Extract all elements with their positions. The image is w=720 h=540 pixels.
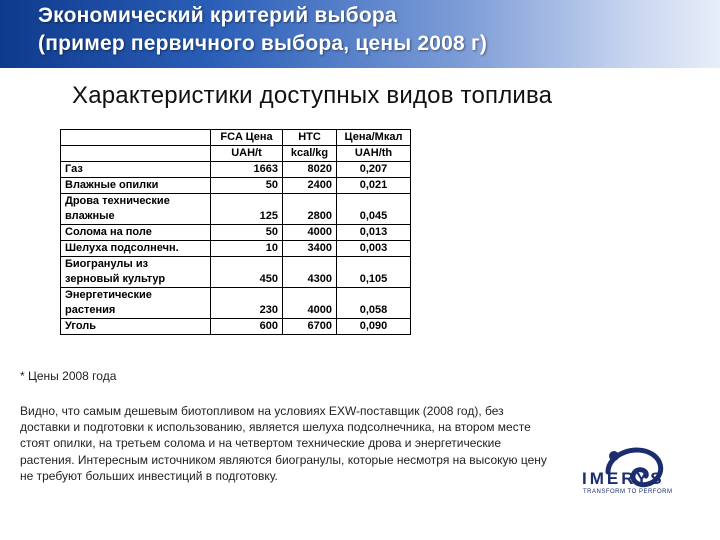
- cost-cell: 0,058: [337, 288, 411, 319]
- table-row: [61, 178, 411, 194]
- cost-cell: 0,207: [337, 162, 411, 178]
- fuel-name-line: растения: [65, 304, 116, 316]
- price-cell: 1663: [211, 162, 283, 178]
- htc-cell: 4300: [283, 257, 337, 288]
- fuel-name-cell: [61, 178, 211, 194]
- fuel-name-line: Энергетические: [65, 289, 152, 301]
- table-row: [61, 319, 411, 335]
- table-row: [61, 194, 411, 225]
- fuel-name-line: Газ: [65, 163, 83, 175]
- fuel-name-cell: [61, 194, 211, 225]
- htc-cell: 8020: [283, 162, 337, 178]
- footnote: * Цены 2008 года: [20, 369, 117, 383]
- table-row: [61, 288, 411, 319]
- cost-cell: 0,105: [337, 257, 411, 288]
- htc-cell: 3400: [283, 241, 337, 257]
- table-row: [61, 225, 411, 241]
- table-row: [61, 257, 411, 288]
- table-row: [61, 241, 411, 257]
- units-header-price: UAH/t: [211, 146, 283, 162]
- column-header-fuel: [61, 130, 211, 146]
- htc-cell: 2400: [283, 178, 337, 194]
- fuel-name-cell: [61, 225, 211, 241]
- fuel-name-line: Дрова технические: [65, 195, 170, 207]
- htc-cell: 6700: [283, 319, 337, 335]
- fuel-name-line: Биогранулы из: [65, 258, 149, 270]
- fuel-name-cell: [61, 288, 211, 319]
- fuel-name-cell: [61, 162, 211, 178]
- price-cell: 450: [211, 257, 283, 288]
- fuel-name-line: влажные: [65, 210, 115, 222]
- title-line-2: (пример первичного выбора, цены 2008 г): [38, 32, 488, 55]
- logo-wordmark: IMERYS: [582, 469, 665, 488]
- price-cell: 50: [211, 178, 283, 194]
- price-cell: 125: [211, 194, 283, 225]
- fuel-name-cell: [61, 241, 211, 257]
- units-header-cost: UAH/th: [337, 146, 411, 162]
- htc-cell: 4000: [283, 288, 337, 319]
- fuel-name-cell: [61, 257, 211, 288]
- fuel-name-line: Шелуха подсолнечн.: [65, 242, 179, 254]
- column-header-price: FCA Цена: [211, 130, 283, 146]
- price-cell: 10: [211, 241, 283, 257]
- title-line-1: Экономический критерий выбора: [38, 4, 397, 27]
- table-header-row: [61, 130, 411, 146]
- conclusion-paragraph: Видно, что самым дешевым биотопливом на условиях EXW-поставщик (2008 год), без доставки и подготовки к использованию, является шелуха подсолнечника, на втором месте стоят опилки, на третьем солома и на четвертом технические дрова и энергетические растения. Интересным источником являются биогранулы, которые несмотря на высокую цену не требуют больших инвестиций в подготовку.: [20, 404, 547, 483]
- price-cell: 600: [211, 319, 283, 335]
- fuel-name-line: Влажные опилки: [65, 179, 159, 191]
- logo-tagline: TRANSFORM TO PERFORM: [583, 489, 673, 495]
- cost-cell: 0,045: [337, 194, 411, 225]
- fuel-name-cell: [61, 319, 211, 335]
- cost-cell: 0,003: [337, 241, 411, 257]
- column-header-cost: Цена/Мкал: [337, 130, 411, 146]
- table-units-row: [61, 146, 411, 162]
- price-cell: 230: [211, 288, 283, 319]
- cost-cell: 0,090: [337, 319, 411, 335]
- units-header-fuel: [61, 146, 211, 162]
- fuel-name-line: Уголь: [65, 320, 97, 332]
- fuel-name-line: Солома на поле: [65, 226, 152, 238]
- units-header-htc: kcal/kg: [283, 146, 337, 162]
- page-subtitle: Характеристики доступных видов топлива: [72, 82, 553, 109]
- column-header-htc: HTC: [283, 130, 337, 146]
- title-banner: [0, 0, 720, 68]
- cost-cell: 0,013: [337, 225, 411, 241]
- fuel-name-line: зерновый культур: [65, 273, 166, 285]
- price-cell: 50: [211, 225, 283, 241]
- fuel-table: [60, 129, 411, 335]
- table-row: [61, 162, 411, 178]
- htc-cell: 4000: [283, 225, 337, 241]
- htc-cell: 2800: [283, 194, 337, 225]
- cost-cell: 0,021: [337, 178, 411, 194]
